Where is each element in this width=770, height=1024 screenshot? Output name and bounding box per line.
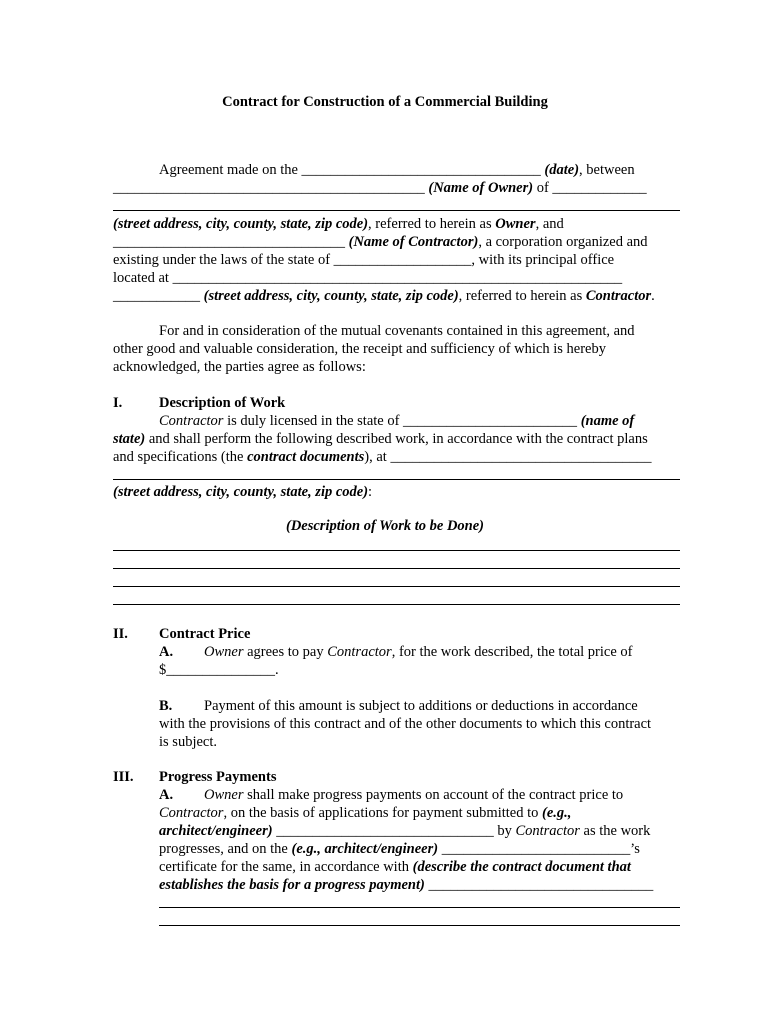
section-3-a-line-5: certificate for the same, in accordance with (describe the contract document that: [159, 859, 631, 875]
preamble-line-5: existing under the laws of the state of ___________________, with its principal office: [113, 252, 615, 268]
section-1-heading: Description of Work: [159, 395, 286, 411]
section-3-a-line-1: Owner shall make progress payments on account of the contract price to: [204, 787, 624, 803]
preamble-line-3: (street address, city, county, state, zip code), referred to herein as Owner, and: [113, 216, 564, 232]
section-3-a-label: A.: [159, 787, 174, 803]
consideration-line-2: other good and valuable consideration, the receipt and sufficiency of which is hereby: [113, 341, 606, 357]
section-1-line-4: (street address, city, county, state, zip code):: [113, 484, 373, 500]
preamble-line-2: ___________________________________________ (Name of Owner) of _____________: [113, 180, 647, 196]
section-1-line-2: state) and shall perform the following described work, in accordance with the contract plans: [113, 431, 648, 447]
blank-line: [113, 604, 680, 605]
section-2-b-line-2: with the provisions of this contract and of the other documents to which this contract: [159, 716, 652, 732]
blank-line: [159, 925, 680, 926]
section-3-number: III.: [113, 769, 134, 785]
blank-line: [113, 550, 680, 551]
section-2-number: II.: [113, 626, 128, 642]
section-2-a-line-2: $_______________.: [159, 662, 279, 678]
consideration-line-3: acknowledged, the parties agree as follows:: [113, 359, 366, 375]
blank-line: [159, 907, 680, 908]
blank-line: [113, 568, 680, 569]
blank-line: [113, 586, 680, 587]
section-2-a-label: A.: [159, 644, 174, 660]
preamble-line-1: Agreement made on the _________________________________ (date), between: [159, 162, 635, 178]
work-description-heading: (Description of Work to be Done): [285, 518, 485, 534]
section-1-line-3: and specifications (the contract documents), at ____________________________________: [113, 449, 652, 465]
section-2-b-line-3: is subject.: [159, 734, 217, 750]
section-2-b-line-1: Payment of this amount is subject to additions or deductions in accordance: [204, 698, 638, 714]
section-3-a-line-2: Contractor, on the basis of applications for payment submitted to (e.g.,: [159, 805, 572, 821]
consideration-line-1: For and in consideration of the mutual covenants contained in this agreement, and: [159, 323, 635, 339]
section-2-heading: Contract Price: [159, 626, 251, 642]
section-3-a-line-6: establishes the basis for a progress payment) _______________________________: [159, 877, 654, 893]
section-1-line-1: Contractor is duly licensed in the state of ________________________ (name of: [159, 413, 635, 429]
blank-line: [113, 479, 680, 480]
preamble-line-4: ________________________________ (Name of Contractor), a corporation organized and: [113, 234, 648, 250]
section-3-heading: Progress Payments: [159, 769, 277, 785]
blank-line: [113, 210, 680, 211]
preamble-line-6: located at ______________________________________________________________: [113, 270, 623, 286]
section-1-number: I.: [113, 395, 123, 411]
section-3-a-line-4: progresses, and on the (e.g., architect/engineer) __________________________’s: [159, 841, 640, 857]
document-title: Contract for Construction of a Commercial Building: [222, 94, 548, 110]
section-2-b-label: B.: [159, 698, 173, 714]
preamble-line-7: ____________ (street address, city, county, state, zip code), referred to herein as Contractor.: [113, 288, 655, 304]
section-3-a-line-3: architect/engineer) ______________________________ by Contractor as the work: [159, 823, 651, 839]
section-2-a-line-1: Owner agrees to pay Contractor, for the work described, the total price of: [204, 644, 633, 660]
